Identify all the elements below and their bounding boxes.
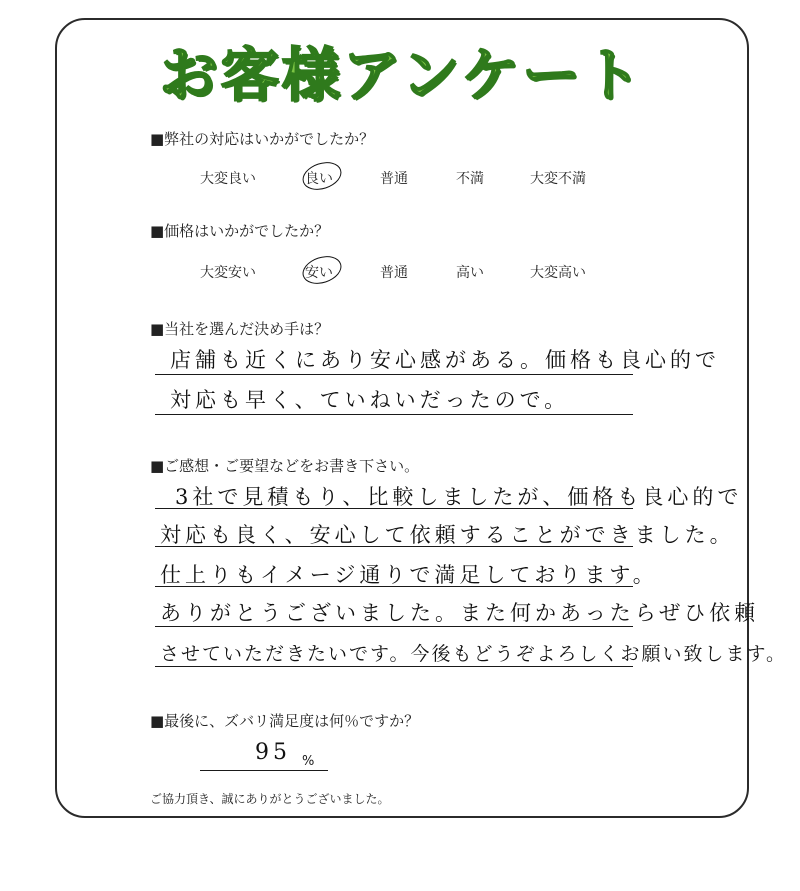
handwritten-answer-line: 対応も早く、ていねいだったので。 <box>170 388 570 412</box>
question-service: ■弊社の対応はいかがでしたか？ <box>150 130 375 148</box>
handwritten-answer-line: 仕上りもイメージ通りで満足しております。 <box>160 563 658 587</box>
handwritten-answer-line: ありがとうございました。また何かあったらぜひ依頼 <box>160 601 760 625</box>
survey-title: お客様アンケート <box>159 41 645 109</box>
option-very-expensive[interactable]: 大変高い <box>530 265 586 281</box>
handwritten-answer-line: 店舗も近くにあり安心感がある。価格も良心的で <box>170 348 720 372</box>
handwritten-answer-line: 3社で見積もり、比較しましたが、価格も良心的で <box>175 485 743 509</box>
option-cheap[interactable]: 安い <box>305 265 333 281</box>
answer-rule <box>155 626 633 627</box>
option-normal[interactable]: 普通 <box>380 171 408 187</box>
question-satisfaction: ■最後に、ズバリ満足度は何％ですか？ <box>150 712 420 730</box>
percent-unit: % <box>302 754 315 769</box>
option-good[interactable]: 良い <box>305 171 333 187</box>
option-expensive[interactable]: 高い <box>456 265 484 281</box>
option-very-good[interactable]: 大変良い <box>200 171 256 187</box>
option-very-unsatisfied[interactable]: 大変不満 <box>530 171 586 187</box>
question-reason: ■当社を選んだ決め手は？ <box>150 320 330 338</box>
handwritten-answer-line: させていただきたいです。今後もどうぞよろしくお願い致します。 <box>160 643 787 665</box>
option-very-cheap[interactable]: 大変安い <box>200 265 256 281</box>
handwritten-answer-line: 対応も良く、安心して依頼することができました。 <box>160 523 735 547</box>
answer-rule <box>155 586 633 587</box>
question-price: ■価格はいかがでしたか？ <box>150 222 330 240</box>
option-unsatisfied[interactable]: 不満 <box>456 171 484 187</box>
satisfaction-rule <box>200 770 328 771</box>
answer-rule <box>155 508 633 509</box>
option-normal-price[interactable]: 普通 <box>380 265 408 281</box>
satisfaction-value: 95 <box>255 740 291 765</box>
answer-rule <box>155 374 633 375</box>
answer-rule <box>155 546 633 547</box>
thank-you-note: ご協力頂き、誠にありがとうございました。 <box>150 792 390 806</box>
answer-rule <box>155 666 633 667</box>
answer-rule <box>155 414 633 415</box>
question-comments: ■ご感想・ご要望などをお書き下さい。 <box>150 457 420 475</box>
